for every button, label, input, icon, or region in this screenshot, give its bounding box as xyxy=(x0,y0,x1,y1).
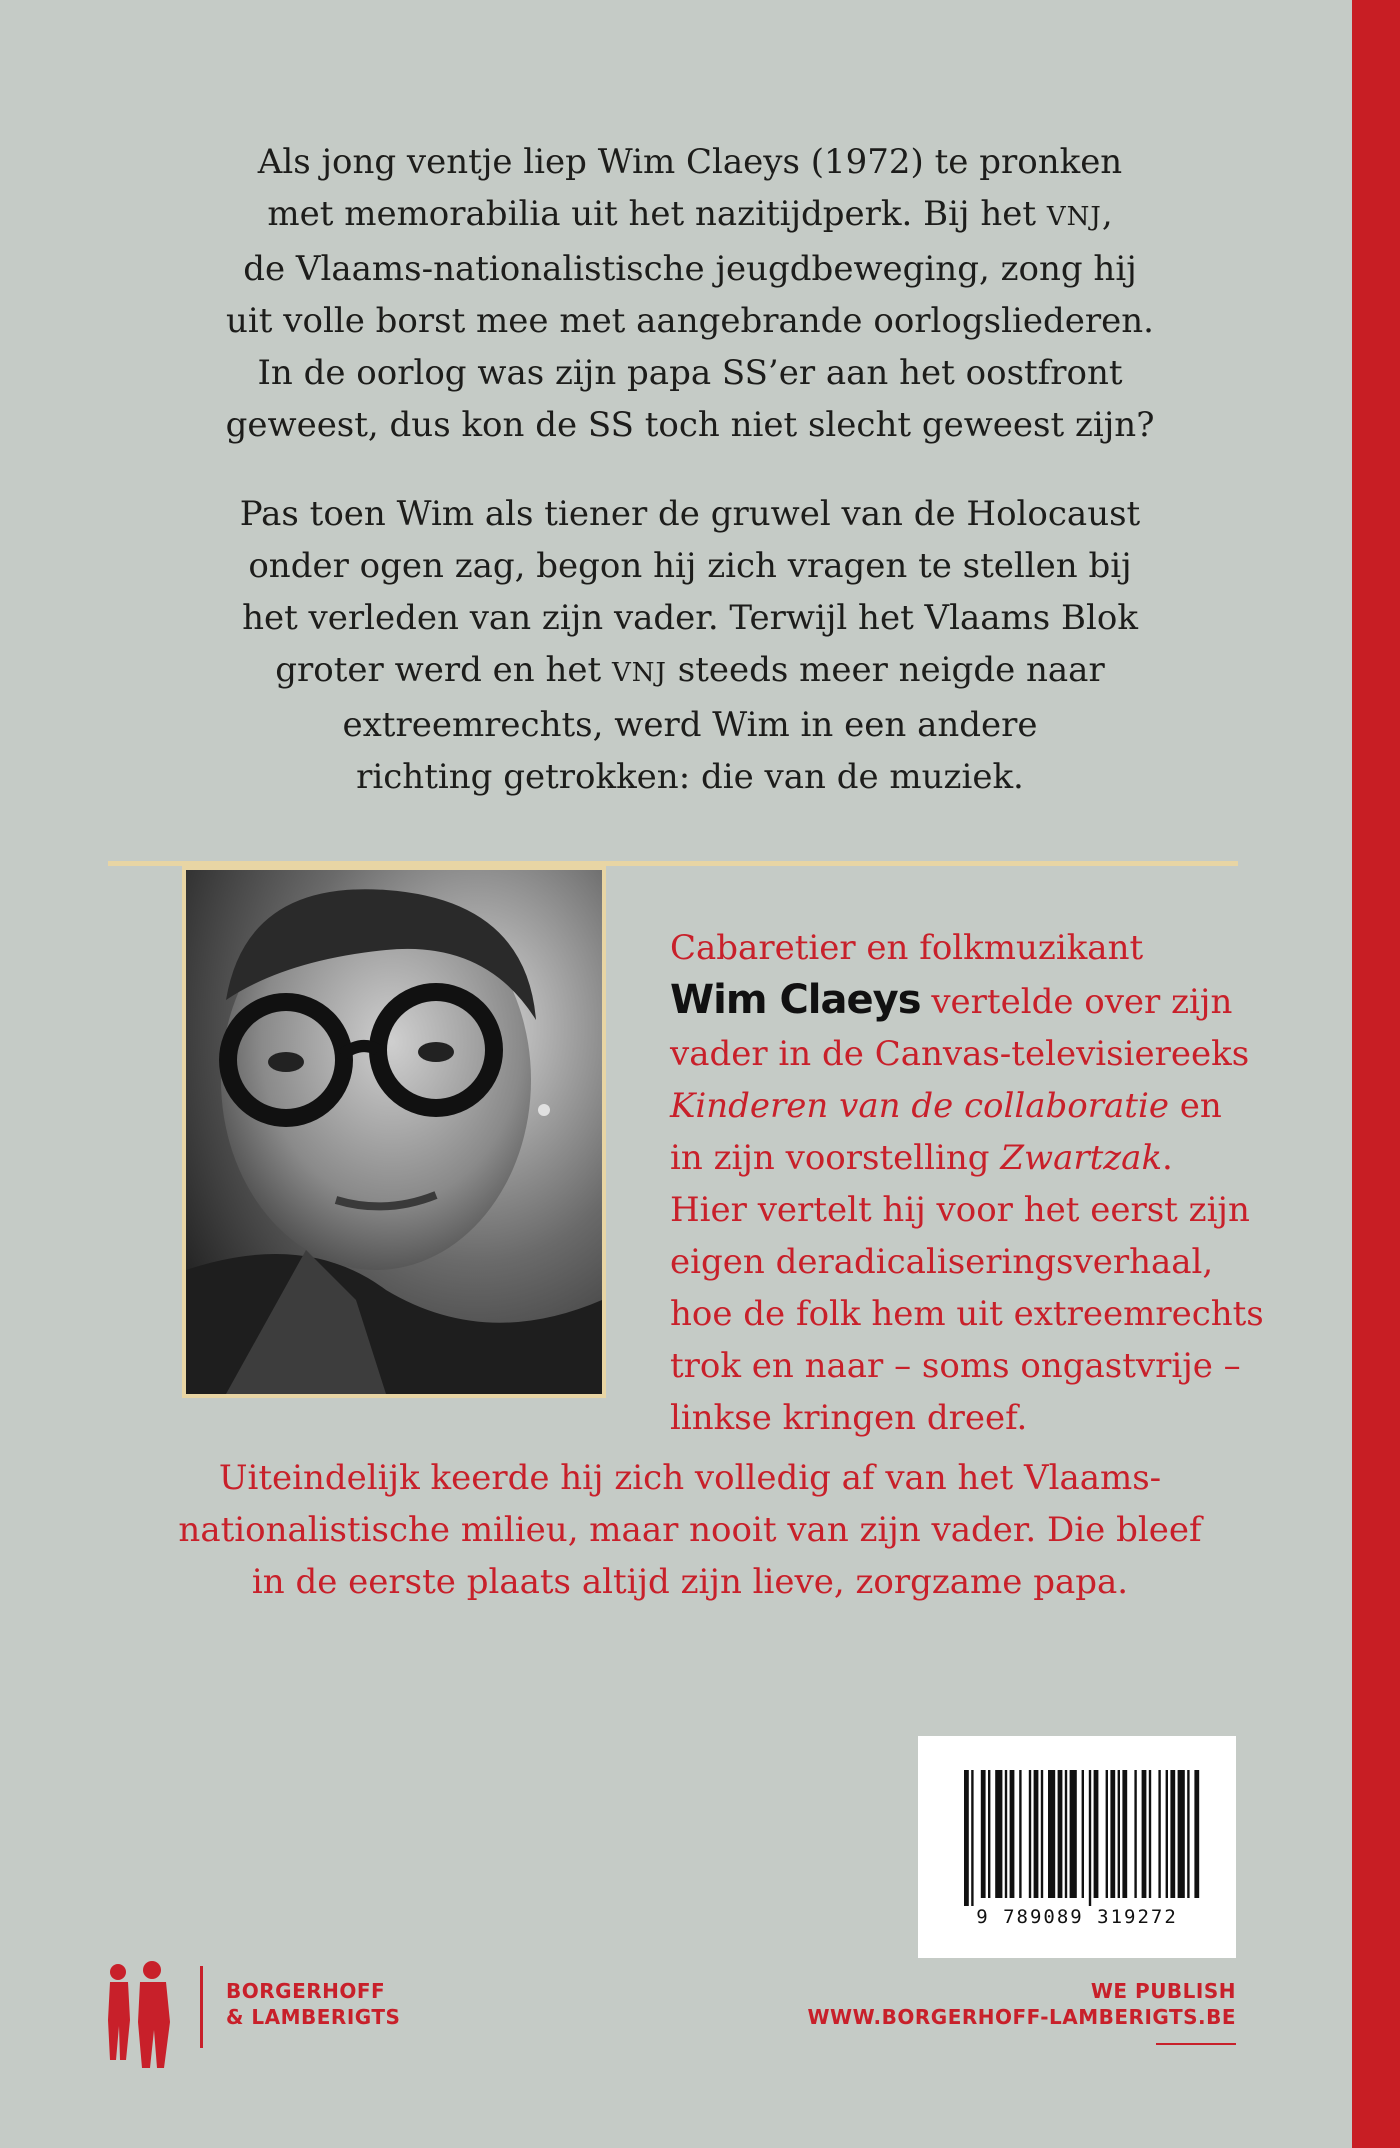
barcode-bar xyxy=(1019,1770,1021,1898)
text-line: het verleden van zijn vader. Terwijl het Vlaams Blok xyxy=(242,598,1138,638)
text-line: onder ogen zag, begon hij zich vragen te stellen bij xyxy=(248,546,1132,586)
text-line: In de oorlog was zijn papa SS’er aan het oostfront xyxy=(257,353,1123,393)
barcode-bar xyxy=(1178,1770,1185,1898)
vnj-abbreviation: VNJ xyxy=(611,658,667,688)
barcode-bar xyxy=(1166,1770,1168,1898)
publisher-name-line: BORGERHOFF xyxy=(226,1979,386,2003)
barcode-bar xyxy=(1118,1770,1120,1898)
bio-line: linkse kringen dreef. xyxy=(670,1398,1028,1438)
publisher-slogan-block xyxy=(700,1978,1236,2030)
intro-paragraph-1 xyxy=(150,136,1230,451)
bio-line: Cabaretier en folkmuzikant xyxy=(670,928,1144,968)
intro-paragraph-2 xyxy=(150,488,1230,803)
text-line: richting getrokken: die van de muziek. xyxy=(356,757,1024,797)
publisher-slogan: WE PUBLISH xyxy=(1090,1979,1236,2003)
barcode-bar xyxy=(1187,1770,1189,1898)
barcode-bar xyxy=(1110,1770,1115,1898)
barcode-bar xyxy=(1094,1770,1099,1898)
closing-paragraph xyxy=(150,1452,1230,1608)
barcode-bar xyxy=(1034,1770,1039,1898)
barcode-bar xyxy=(1149,1770,1151,1898)
barcode-bar xyxy=(1029,1770,1031,1898)
series-title: Kinderen van de collaboratie xyxy=(670,1086,1169,1126)
barcode-bar xyxy=(995,1770,1002,1898)
barcode-bar xyxy=(1170,1770,1175,1898)
barcode-bar xyxy=(971,1770,973,1906)
bio-line: Wim Claeys vertelde over zijn xyxy=(670,977,1233,1023)
barcode-bar xyxy=(1065,1770,1067,1898)
publisher-website-link[interactable]: WWW.BORGERHOFF-LAMBERIGTS.BE xyxy=(807,2005,1236,2029)
barcode-bars xyxy=(918,1736,1236,1906)
text-line: nationalistische milieu, maar nooit van zijn vader. Die bleef xyxy=(178,1510,1202,1550)
bio-line: hoe de folk hem uit extreemrechts xyxy=(670,1294,1264,1334)
text-line: uit volle borst mee met aangebrande oorlogsliederen. xyxy=(226,301,1154,341)
bio-line: Hier vertelt hij voor het eerst zijn xyxy=(670,1190,1250,1230)
isbn-barcode xyxy=(918,1736,1236,1958)
red-spine-bar xyxy=(1352,0,1400,2148)
barcode-bar xyxy=(1048,1770,1055,1898)
publisher-divider xyxy=(200,1966,203,2048)
barcode-digits: 9 789089 319272 xyxy=(976,1906,1178,1928)
text-line: met memorabilia uit het nazitijdperk. Bij het VNJ, xyxy=(267,194,1113,234)
show-title: Zwartzak xyxy=(1000,1138,1163,1178)
barcode-bar xyxy=(1106,1770,1108,1898)
barcode-bar xyxy=(1089,1770,1091,1906)
author-name: Wim Claeys xyxy=(670,977,921,1023)
text-line: Als jong ventje liep Wim Claeys (1972) te pronken xyxy=(257,142,1123,182)
text-line: de Vlaams-nationalistische jeugdbeweging, zong hij xyxy=(243,249,1137,289)
bio-line: trok en naar – soms ongastvrije – xyxy=(670,1346,1241,1386)
barcode-bar xyxy=(1005,1770,1007,1898)
website-underline xyxy=(1156,2043,1236,2045)
bio-line: vader in de Canvas-televisiereeks xyxy=(670,1034,1250,1074)
barcode-bar xyxy=(1070,1770,1077,1898)
vnj-abbreviation: VNJ xyxy=(1046,202,1102,232)
barcode-bar xyxy=(1142,1770,1147,1898)
barcode-bar xyxy=(1122,1770,1127,1898)
bio-line: eigen deradicaliseringsverhaal, xyxy=(670,1242,1214,1282)
text-line: groter werd en het VNJ steeds meer neigde naar xyxy=(275,650,1105,690)
barcode-bar xyxy=(1058,1770,1063,1898)
barcode-bar xyxy=(988,1770,990,1898)
publisher-name xyxy=(226,1978,400,2030)
publisher-logo-icon xyxy=(100,1960,180,2070)
text-line: geweest, dus kon de SS toch niet slecht geweest zijn? xyxy=(225,405,1155,445)
barcode-bar xyxy=(1041,1770,1043,1898)
author-portrait-illustration xyxy=(186,870,602,1394)
text-line: Pas toen Wim als tiener de gruwel van de Holocaust xyxy=(239,494,1141,534)
bio-line: in zijn voorstelling Zwartzak. xyxy=(670,1138,1173,1178)
publisher-name-line: & LAMBERIGTS xyxy=(226,2005,401,2029)
barcode-bar xyxy=(1134,1770,1136,1898)
author-portrait xyxy=(182,866,606,1398)
barcode-bar xyxy=(1082,1770,1084,1898)
bio-line: Kinderen van de collaboratie en xyxy=(670,1086,1222,1126)
barcode-bar xyxy=(1194,1770,1199,1898)
barcode-bar xyxy=(964,1770,969,1906)
barcode-bar xyxy=(981,1770,986,1898)
text-line: in de eerste plaats altijd zijn lieve, zorgzame papa. xyxy=(251,1562,1129,1602)
barcode-bar xyxy=(1010,1770,1015,1898)
text-line: Uiteindelijk keerde hij zich volledig af van het Vlaams- xyxy=(218,1458,1162,1498)
text-line: extreemrechts, werd Wim in een andere xyxy=(342,705,1038,745)
author-bio xyxy=(670,922,1264,1444)
barcode-bar xyxy=(1158,1770,1160,1898)
